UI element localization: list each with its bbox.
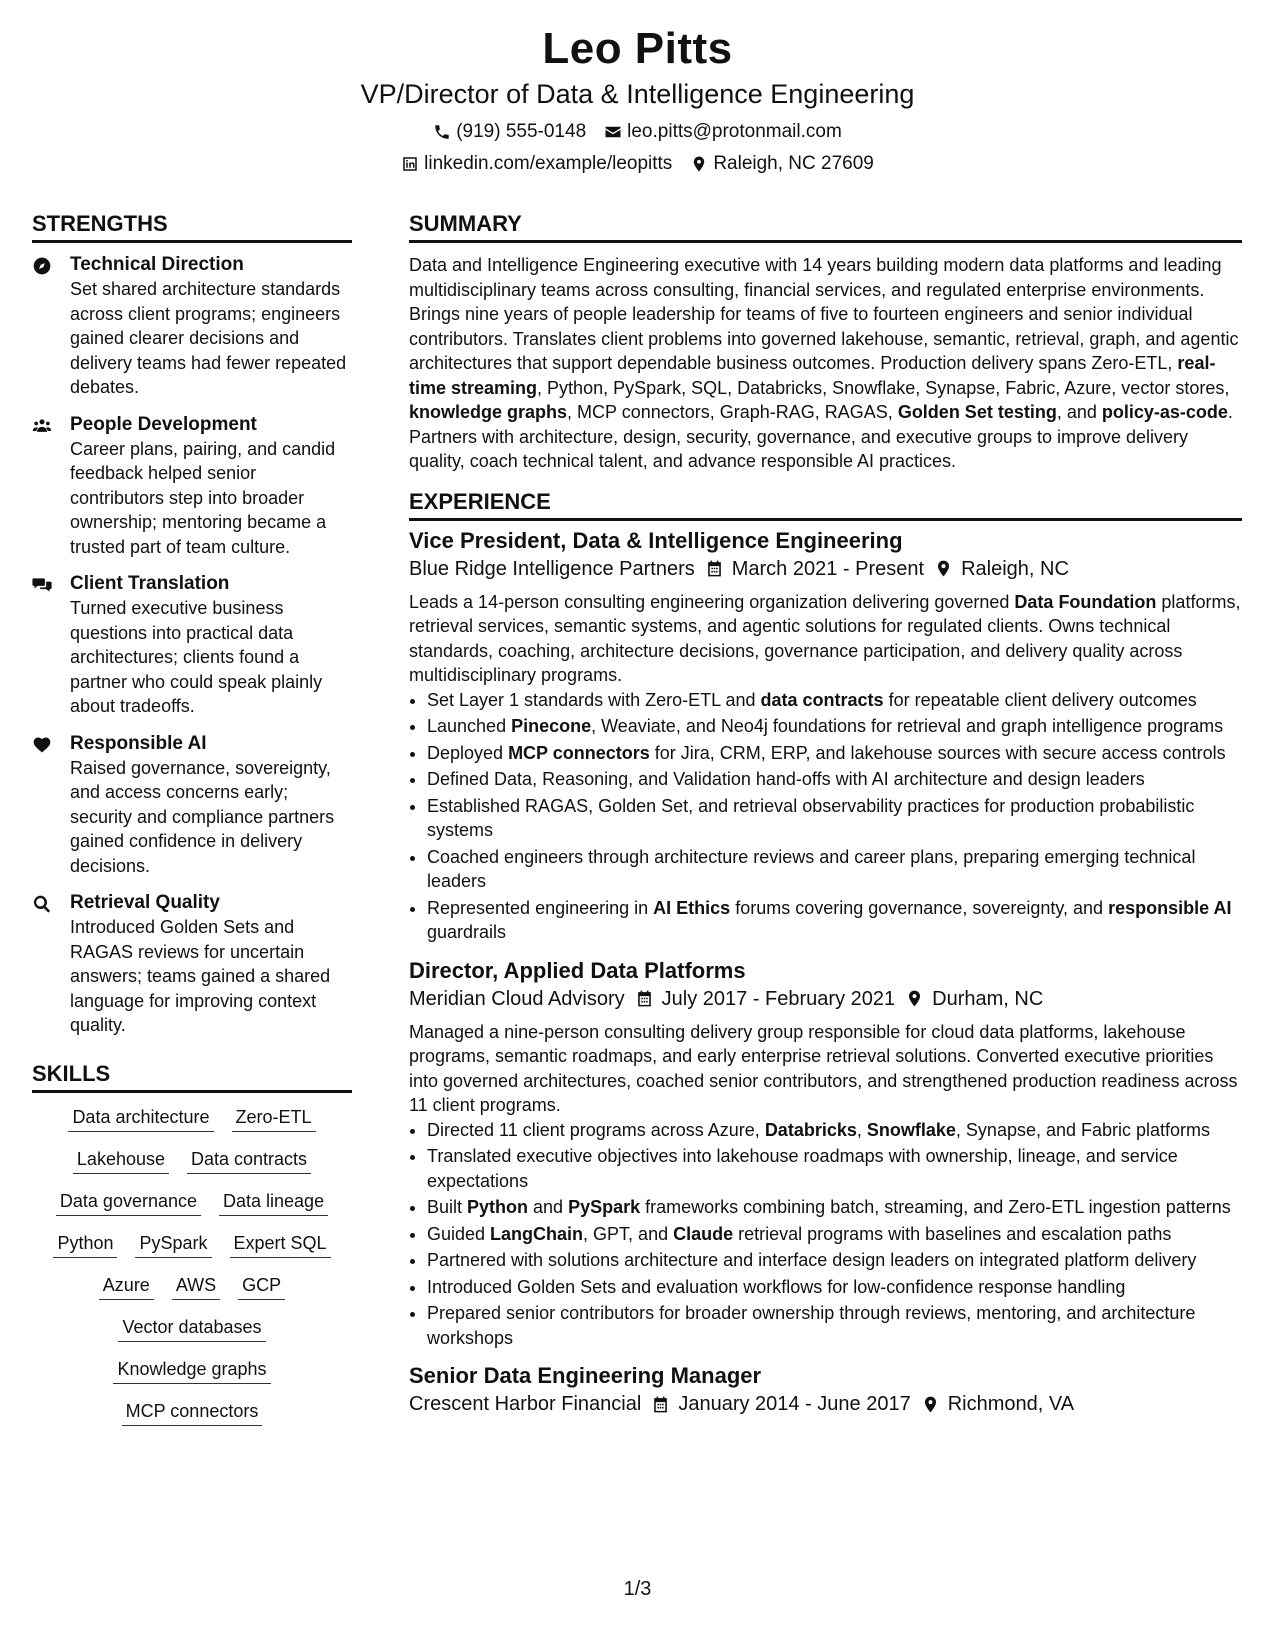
job-meta (409, 555, 1242, 583)
job-location-text: Raleigh, NC (961, 557, 1069, 580)
text-run: Established RAGAS, Golden Set, and retrieval observability practices for production probabilistic systems (427, 795, 1195, 840)
location-pin-icon (690, 155, 708, 173)
job-location (934, 555, 1069, 583)
search-icon (32, 894, 52, 914)
calendar-icon (635, 989, 654, 1008)
skill-tag: PySpark (135, 1229, 211, 1258)
job-location (921, 1390, 1074, 1418)
job-bullet (427, 896, 1242, 945)
job-bullet (427, 1118, 1242, 1143)
skill-tag: Lakehouse (73, 1145, 169, 1174)
skill-tag: AWS (172, 1271, 220, 1300)
strength-title: Responsible AI (70, 732, 207, 754)
location-pin-icon (934, 559, 953, 578)
strength-description: Introduced Golden Sets and RAGAS reviews for uncertain answers; teams gained a shared language for improving context quality. (70, 917, 331, 1035)
text-run: Built (427, 1197, 468, 1217)
strength-description: Set shared architecture standards across client programs; engineers gained clearer decisions and delivery teams had fewer repeated debates. (70, 279, 347, 397)
job-company: Meridian Cloud Advisory (409, 987, 625, 1010)
job-entry (409, 527, 1242, 945)
phone-icon (433, 123, 451, 141)
strength-item (32, 253, 352, 400)
email-link[interactable]: leo.pitts@protonmail.com (627, 121, 842, 142)
candidate-name: Leo Pitts (542, 24, 733, 73)
bold-text: responsible AI (1108, 897, 1232, 918)
skill-row (32, 1229, 352, 1258)
job-bullet (427, 1222, 1242, 1247)
text-run: Prepared senior contributors for broader ownership through reviews, mentoring, and architecture workshops (427, 1303, 1196, 1348)
skill-row (32, 1397, 352, 1426)
text-run: platforms, retrieval services, semantic systems, and agentic solutions for regulated clients. Owns technical standards, coaching, architecture decisions, governance participation, and delivery quality across multidisciplinary programs. (409, 591, 1241, 685)
bold-text: MCP connectors (508, 742, 650, 763)
text-run: for repeatable client delivery outcomes (883, 689, 1197, 710)
strength-body (70, 413, 352, 560)
text-run: , Synapse, and Fabric platforms (955, 1119, 1211, 1140)
job-title: Vice President, Data & Intelligence Engineering (409, 527, 903, 553)
contact-line-2 (0, 152, 1275, 176)
skills-heading: SKILLS (32, 1060, 352, 1093)
experience-list (409, 527, 1242, 1419)
text-run: frameworks combining batch, streaming, and Zero-ETL ingestion patterns (640, 1197, 1231, 1217)
compass-icon (32, 256, 52, 276)
job-dates (635, 985, 895, 1013)
strengths-heading: STRENGTHS (32, 210, 352, 243)
bold-text: LangChain (490, 1223, 584, 1244)
bold-text: policy-as-code (1101, 402, 1228, 422)
job-bullet (427, 741, 1242, 766)
skill-tag: Python (53, 1229, 117, 1258)
skill-tag: GCP (238, 1271, 285, 1300)
text-run: . Partners with architecture, design, security, governance, and executive groups to improve delivery quality, coach technical talent, and advance responsible AI practices. (409, 402, 1233, 471)
strength-title: Retrieval Quality (70, 892, 220, 913)
job-description (409, 590, 1242, 688)
summary-heading: SUMMARY (409, 210, 1242, 243)
text-run: Represented engineering in (427, 897, 654, 918)
skill-row (32, 1271, 352, 1300)
bold-text: data contracts (760, 689, 884, 710)
phone-contact (433, 120, 586, 144)
bold-text: Data Foundation (1014, 591, 1157, 612)
job-title: Director, Applied Data Platforms (409, 957, 746, 983)
text-run: , Python, PySpark, SQL, Databricks, Snowflake, Synapse, Fabric, Azure, vector stores, (537, 377, 1230, 398)
skill-tag: Knowledge graphs (113, 1355, 270, 1384)
text-run: guardrails (427, 922, 507, 942)
phone-number: (919) 555-0148 (456, 121, 587, 142)
skill-tag: Data governance (56, 1187, 201, 1216)
strength-icon-wrap (32, 572, 70, 719)
candidate-title: VP/Director of Data & Intelligence Engineering (360, 79, 915, 109)
bold-text: PySpark (568, 1197, 641, 1217)
linkedin-link[interactable]: linkedin.com/example/leopitts (424, 153, 673, 174)
job-entry (409, 957, 1242, 1351)
bold-text: Claude (673, 1223, 734, 1244)
bold-text: Pinecone (511, 716, 592, 736)
text-run: Introduced Golden Sets and evaluation workflows for low-confidence response handling (427, 1276, 1126, 1297)
job-company: Blue Ridge Intelligence Partners (409, 557, 695, 580)
job-bullet (427, 1195, 1242, 1220)
experience-heading: EXPERIENCE (409, 488, 1242, 521)
bold-text: Snowflake (866, 1119, 956, 1140)
job-bullet (427, 1301, 1242, 1350)
envelope-icon (604, 123, 622, 141)
strength-description: Turned executive business questions into practical data architectures; clients found a partner who could speak plainly about tradeoffs. (70, 598, 323, 716)
job-bullets (409, 688, 1242, 945)
text-run: Managed a nine-person consulting delivery group responsible for cloud data platforms, lakehouse programs, semantic roadmaps, and early enterprise retrieval solutions. Converted executive priorities into governed architectures, coached senior contributors, and strengthened production readiness across 11 client programs. (409, 1021, 1238, 1115)
job-bullet (427, 767, 1242, 792)
email-contact[interactable] (604, 120, 842, 144)
skill-tag: Zero-ETL (232, 1103, 316, 1132)
text-run: Set Layer 1 standards with Zero-ETL and (427, 689, 761, 710)
text-run: Translated executive objectives into lakehouse roadmaps with ownership, lineage, and service expectations (427, 1146, 1178, 1191)
job-bullet (427, 1248, 1242, 1273)
location-pin-icon (905, 989, 924, 1008)
skill-tag: Data contracts (187, 1145, 311, 1174)
linkedin-contact[interactable] (401, 152, 672, 176)
right-column (409, 210, 1242, 1425)
job-location-text: Durham, NC (932, 987, 1044, 1010)
skill-row (32, 1355, 352, 1384)
job-title: Senior Data Engineering Manager (409, 1363, 762, 1388)
job-company: Crescent Harbor Financial (409, 1393, 642, 1415)
bold-text: Databricks (764, 1119, 857, 1140)
job-bullets (409, 1118, 1242, 1351)
job-meta (409, 1390, 1242, 1418)
text-run: Defined Data, Reasoning, and Validation hand-offs with AI architecture and design leaders (427, 769, 1145, 789)
strength-title: People Development (70, 413, 257, 435)
strength-body (70, 253, 352, 400)
job-location-text: Richmond, VA (947, 1393, 1075, 1415)
resume-header (0, 22, 1275, 176)
strength-item (32, 732, 352, 879)
strength-body (70, 891, 352, 1038)
strength-item (32, 572, 352, 719)
skill-tag: Data lineage (219, 1187, 328, 1216)
skill-row (32, 1145, 352, 1174)
skill-tag: Vector databases (118, 1313, 265, 1342)
location-text: Raleigh, NC 27609 (713, 153, 874, 174)
job-dates (705, 555, 924, 583)
strength-body (70, 732, 352, 879)
left-column (32, 210, 352, 1439)
strengths-list (32, 253, 352, 1038)
strength-icon-wrap (32, 253, 70, 400)
skill-tag: Data architecture (68, 1103, 213, 1132)
job-bullet (427, 688, 1242, 713)
job-bullet (427, 1144, 1242, 1193)
strength-title: Client Translation (70, 573, 230, 594)
calendar-icon (705, 559, 724, 578)
bold-text: real-time streaming (409, 353, 1216, 398)
skills-list (32, 1103, 352, 1426)
bold-text: knowledge graphs (409, 402, 568, 422)
summary-text (409, 253, 1242, 474)
text-run: , Weaviate, and Neo4j foundations for retrieval and graph intelligence programs (591, 716, 1224, 736)
contact-line-1 (0, 120, 1275, 144)
strength-description: Raised governance, sovereignty, and access concerns early; security and compliance partners gained confidence in delivery decisions. (70, 757, 335, 876)
text-run: and (528, 1197, 569, 1217)
job-description (409, 1020, 1242, 1118)
job-meta (409, 985, 1242, 1013)
comments-icon (32, 575, 52, 595)
job-bullet (427, 794, 1242, 843)
job-dates (651, 1390, 910, 1418)
text-run: Partnered with solutions architecture and interface design leaders on integrated platform delivery (427, 1250, 1197, 1270)
bold-text: Python (467, 1197, 529, 1217)
strength-item (32, 413, 352, 560)
bold-text: AI Ethics (653, 897, 731, 918)
text-run: Launched (427, 716, 512, 736)
text-run: , (856, 1119, 867, 1140)
job-bullet (427, 845, 1242, 894)
job-bullet (427, 714, 1242, 739)
text-run: Guided (427, 1223, 491, 1244)
bold-text: Golden Set testing (897, 402, 1057, 422)
heart-icon (32, 735, 52, 755)
job-dates-text: July 2017 - February 2021 (661, 987, 896, 1010)
job-dates-text: January 2014 - June 2017 (678, 1393, 911, 1415)
text-run: Data and Intelligence Engineering executive with 14 years building modern data platforms and leading multidisciplinary teams across consulting, financial services, and regulated enterprise environments. Brings nine years of people leadership for teams of five to fourteen engineers and senior individual contributors. Translates client problems into governed lakehouse, semantic, retrieval, graph, and agentic architectures that support dependable business outcomes. Production delivery spans Zero-ETL, (409, 255, 1239, 373)
text-run: Coached engineers through architecture reviews and career plans, preparing emerging technical leaders (427, 846, 1196, 891)
text-run: Directed 11 client programs across Azure, (427, 1119, 765, 1140)
strength-icon-wrap (32, 413, 70, 560)
text-run: , GPT, and (583, 1223, 674, 1244)
text-run: Deployed (427, 742, 509, 763)
page-number: 1/3 (623, 1578, 652, 1600)
skill-row (32, 1103, 352, 1132)
location-contact (690, 152, 874, 176)
text-run: , and (1056, 402, 1102, 422)
job-location (905, 985, 1043, 1013)
text-run: forums covering governance, sovereignty, and (730, 897, 1109, 918)
skill-row (32, 1313, 352, 1342)
job-dates-text: March 2021 - Present (731, 557, 925, 580)
strength-icon-wrap (32, 891, 70, 1038)
text-run: , MCP connectors, Graph-RAG, RAGAS, (567, 402, 898, 422)
strength-icon-wrap (32, 732, 70, 879)
strength-description: Career plans, pairing, and candid feedback helped senior contributors step into broader ownership; mentoring became a trusted part of team culture. (70, 438, 336, 557)
strength-body (70, 572, 352, 719)
skill-tag: Azure (99, 1271, 154, 1300)
linkedin-icon (401, 155, 419, 173)
strength-title: Technical Direction (70, 254, 244, 275)
text-run: Leads a 14-person consulting engineering organization delivering governed (409, 591, 1015, 612)
skill-tag: Expert SQL (230, 1229, 331, 1258)
job-bullet (427, 1275, 1242, 1300)
strength-item (32, 891, 352, 1038)
calendar-icon (651, 1395, 670, 1414)
text-run: for Jira, CRM, ERP, and lakehouse sources with secure access controls (649, 742, 1226, 763)
job-entry (409, 1362, 1242, 1418)
skill-row (32, 1187, 352, 1216)
users-icon (32, 416, 52, 436)
location-pin-icon (921, 1395, 940, 1414)
skill-tag: MCP connectors (122, 1397, 263, 1426)
text-run: retrieval programs with baselines and escalation paths (733, 1223, 1172, 1244)
